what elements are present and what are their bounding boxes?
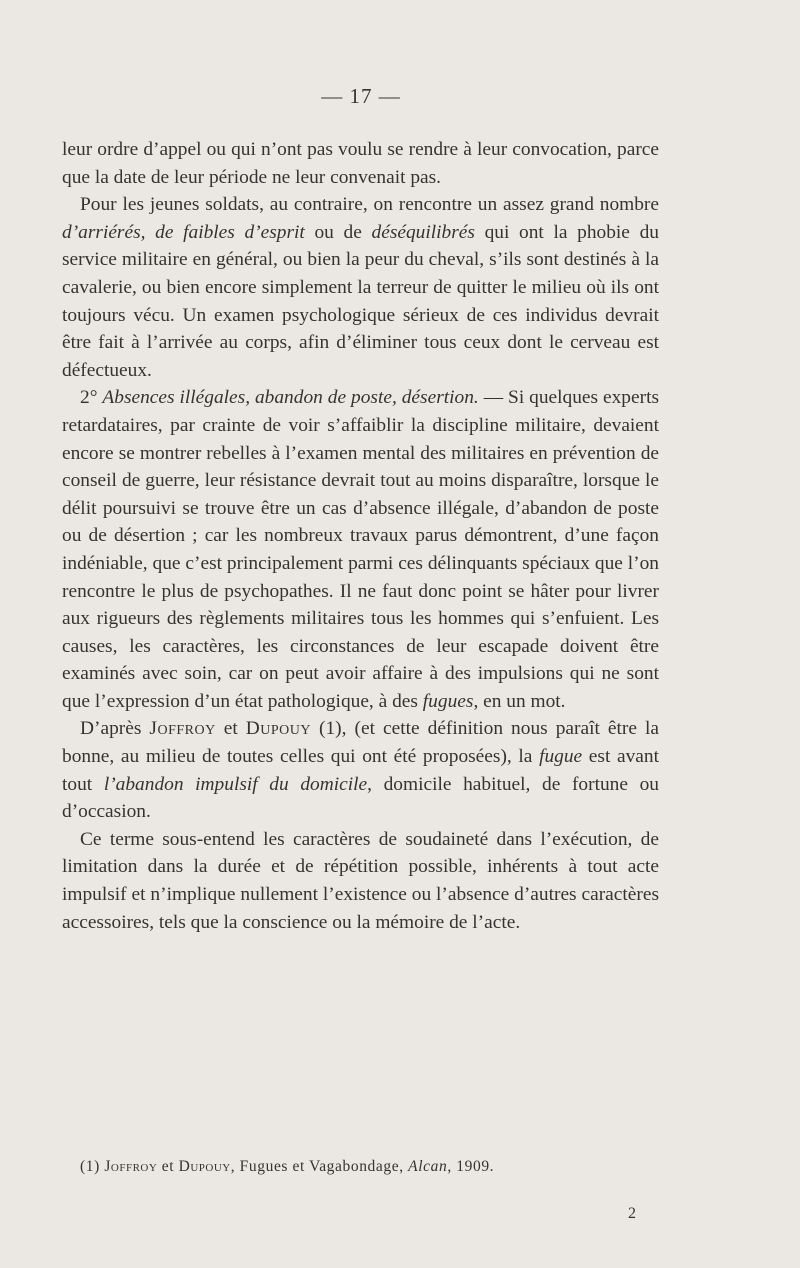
footnote-author-1: Joffroy <box>104 1158 158 1175</box>
paragraph-5 <box>62 826 659 936</box>
paragraph-4-text-a: D’après <box>80 718 150 740</box>
footnote-title: , Fugues et Vagabondage, <box>230 1158 409 1175</box>
footnote-publisher: Alcan <box>408 1158 448 1175</box>
paragraph-2-text-c: qui ont la phobie du service militaire en général, ou bien la peur du cheval, s’ils sont destinés à la cavalerie, ou bien encore simplement la terreur de quitter le milieu où ils ont toujours vécu. Un examen psychologique sérieux de ces individus devrait être fait à l’arrivée au corps, afin d’éliminer tous ceux dont le cerveau est défectueux. <box>62 221 659 381</box>
paragraph-1 <box>62 136 659 191</box>
paragraph-4 <box>62 715 659 825</box>
footnote-and: et <box>157 1158 179 1175</box>
section-heading: Absences illégales, abandon de poste, désertion. <box>102 387 479 409</box>
section-number: 2° <box>80 387 98 409</box>
paragraph-4-text-c: (1), (et cette définition nous paraît être la bonne, au milieu de toutes celles qui ont été proposées), la <box>62 718 659 768</box>
paragraph-1-text: leur ordre d’appel ou qui n’ont pas voulu se rendre à leur convocation, parce que la date de leur période ne leur convenait pas. <box>62 139 659 188</box>
footnote <box>80 1158 680 1176</box>
paragraph-2-text-a: Pour les jeunes soldats, au contraire, on rencontre un assez grand nombre <box>80 194 659 216</box>
body-text <box>62 136 659 936</box>
paragraph-5-text: Ce terme sous-entend les caractères de soudaineté dans l’exécution, de limitation dans la durée et de répétition possible, inhérents à tout acte impulsif et n’implique nullement l’existence ou l’absence d’autres caractères accessoires, tels que la conscience ou la mémoire de l’acte. <box>62 828 659 933</box>
author-name-joffroy: Joffroy <box>149 718 216 740</box>
signature-mark: 2 <box>628 1205 636 1222</box>
paragraph-4-emphasis-2: l’abandon impulsif du domicile <box>103 773 368 795</box>
paragraph-2 <box>62 191 659 384</box>
footnote-marker: (1) <box>80 1158 100 1175</box>
paragraph-3-text-b: , en un mot. <box>473 690 566 712</box>
paragraph-4-text-d: est avant tout <box>62 746 659 795</box>
page-number: — 17 — <box>321 84 401 108</box>
paragraph-3-text-a: — Si quelques experts retardataires, par crainte de voir s’affaiblir la discipline militaire, devaient encore se montrer rebelles à l’examen mental des militaires en prévention de conseil de guerre, leur résistance devrait tout au moins disparaître, lorsque le délit poursuivi se trouve être un cas d’absence illégale, d’abandon de poste ou de désertion ; car les nombreux travaux parus démontrent, d’une façon indéniable, que c’est principalement parmi ces délinquants spéciaux que l’on rencontre le plus de psychopathes. Il ne faut donc point se hâter pour livrer aux rigueurs des règlements militaires tous les hommes qui s’enfuient. Les causes, les caractères, les circonstances de leur escapade doivent être examinés avec soin, car on peut avoir affaire à des impulsions qui ne sont que l’expression d’un état pathologique, à des <box>62 387 660 712</box>
paragraph-3-emphasis: fugues <box>422 690 474 712</box>
paragraph-2-emphasis-2: déséquilibrés <box>371 221 475 243</box>
paragraph-3 <box>62 384 659 715</box>
paragraph-4-text-e: , domicile habituel, de fortune ou d’occasion. <box>62 773 660 823</box>
paragraph-4-text-b: et <box>215 718 246 740</box>
paragraph-4-emphasis-1: fugue <box>539 746 583 768</box>
author-name-dupouy: Dupouy <box>245 718 311 740</box>
footnote-author-2: Dupouy <box>178 1158 231 1175</box>
paragraph-2-emphasis-1: d’arriérés, de faibles d’esprit <box>62 221 305 243</box>
paragraph-2-text-b: ou de <box>304 221 372 243</box>
footnote-year: , 1909. <box>447 1158 495 1175</box>
